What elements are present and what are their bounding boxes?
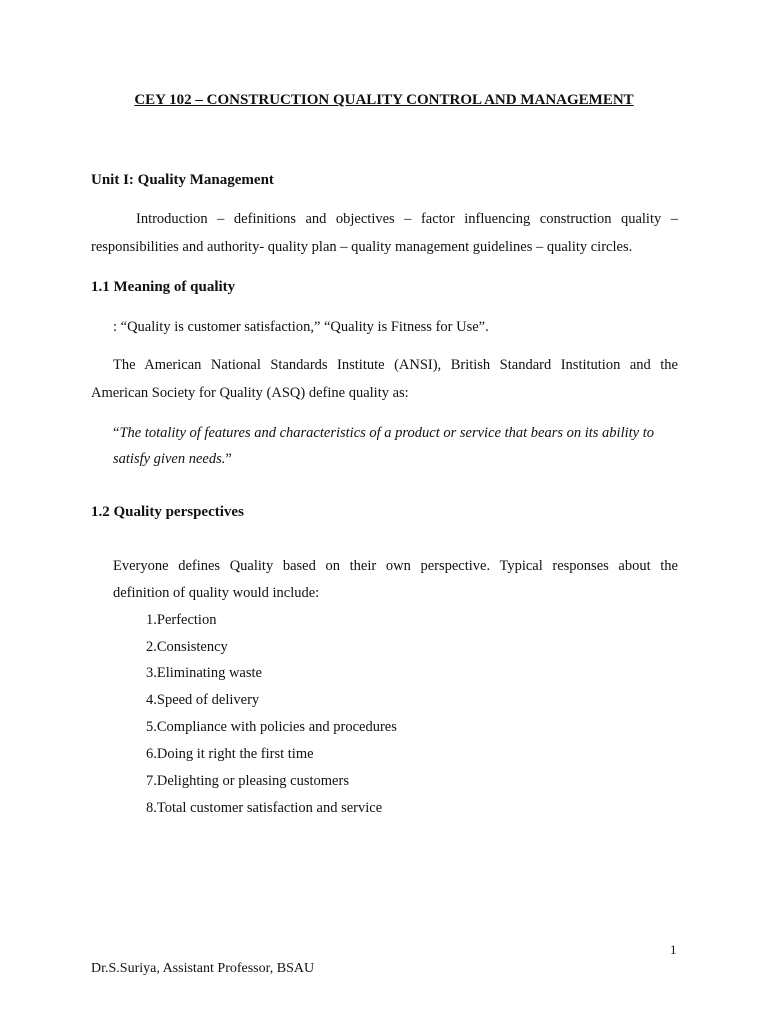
quality-quote-line: : “Quality is customer satisfaction,” “Quality is Fitness for Use”. xyxy=(113,319,489,335)
list-item: 6.Doing it right the first time xyxy=(146,746,314,762)
definition-line-2 xyxy=(113,451,232,468)
definition-text-1: The totality of features and characteristics of a product or service that bears on its ability to xyxy=(119,425,655,441)
list-item: 7.Delighting or pleasing customers xyxy=(146,773,349,789)
list-item: 1.Perfection xyxy=(146,612,217,628)
section-heading-1-2: 1.2 Quality perspectives xyxy=(91,504,244,520)
perspective-paragraph-line-1: Everyone defines Quality based on their own perspective. Typical responses about the xyxy=(113,558,678,574)
page-number: 1 xyxy=(670,942,677,957)
list-item: 4.Speed of delivery xyxy=(146,692,260,708)
unit-heading: Unit I: Quality Management xyxy=(91,172,274,188)
definition-close-quote: ” xyxy=(225,451,232,467)
definition-line-1 xyxy=(113,425,678,442)
document-title xyxy=(0,92,768,109)
document-title-text: CEY 102 – CONSTRUCTION QUALITY CONTROL AND MANAGEMENT xyxy=(134,92,634,108)
perspective-paragraph-line-2: definition of quality would include: xyxy=(113,585,320,601)
list-item: 2.Consistency xyxy=(146,639,228,655)
list-item: 8.Total customer satisfaction and service xyxy=(146,800,383,816)
ansi-paragraph-line-1: The American National Standards Institute (ANSI), British Standard Institution and the xyxy=(113,357,678,373)
intro-paragraph-line-1: Introduction – definitions and objectives – factor influencing construction quality – xyxy=(136,211,678,227)
definition-text-2: satisfy given needs. xyxy=(113,451,226,467)
definition-open-quote: “ xyxy=(113,425,120,441)
section-heading-1-1: 1.1 Meaning of quality xyxy=(91,279,236,295)
list-item: 5.Compliance with policies and procedures xyxy=(146,719,397,735)
list-item: 3.Eliminating waste xyxy=(146,665,262,681)
ansi-paragraph-line-2: American Society for Quality (ASQ) define quality as: xyxy=(91,385,409,401)
intro-paragraph-line-2: responsibilities and authority- quality plan – quality management guidelines – quality circles. xyxy=(91,239,633,255)
page-footer: Dr.S.Suriya, Assistant Professor, BSAU xyxy=(91,961,315,976)
